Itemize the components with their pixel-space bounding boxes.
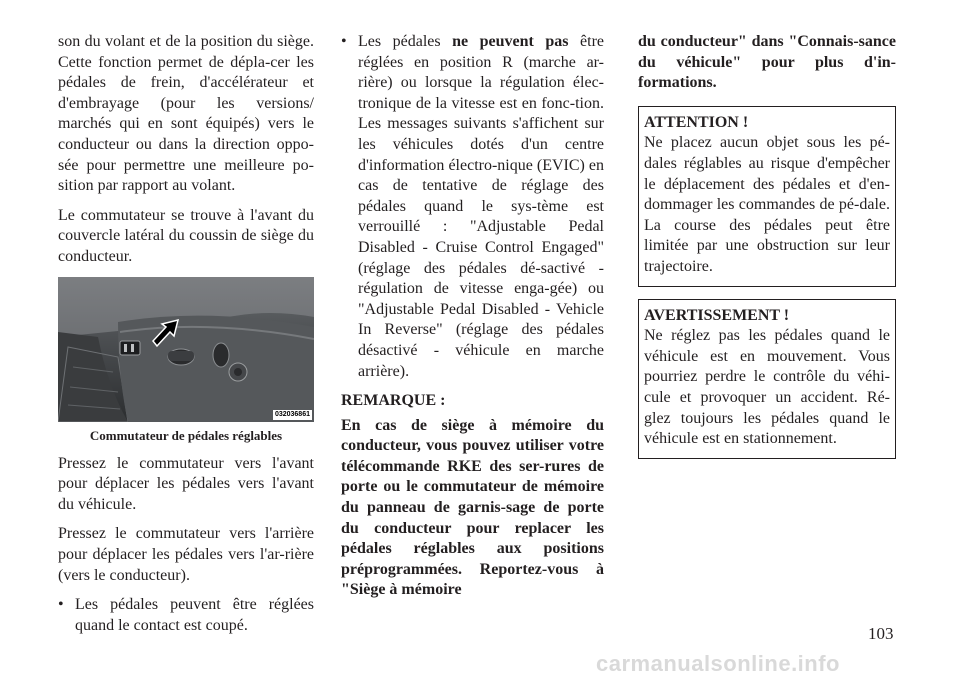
bullet-text-end: être réglées en position R (marche ar-rière) ou lorsque la régulation élec-tronique de la vitesse est en fonc-tion. Les messages suivants s'affichent sur les véhicules dotés d'un centre d'information électro-nique (EVIC) en cas de tentative de réglage des pédales quand le sys-tème est verrouillé : "Adjustable Pedal Disabled - Cruise Control Engaged" (réglage des pédales dé-sactivé - régulation de vitesse enga-gée) ou "Adjustable Pedal Disabled - Vehicle In Reverse" (réglage des pédales désactivé - véhicule en marche arrière). — [358, 33, 604, 380]
attention-box — [638, 106, 896, 287]
column-middle — [341, 32, 604, 610]
paragraph: Pressez le commutateur vers l'avant pour déplacer les pédales vers l'avant du véhicule. — [58, 454, 314, 513]
remarque-heading: REMARQUE : — [341, 392, 446, 410]
attention-text: Ne placez aucun objet sous les pé-dales réglables au risque d'empêcher le déplacement des pédales et d'en-dommager les commandes de pé-dale. La course des pédales peut être limitée par une obstruction sur leur trajectoire. — [644, 134, 890, 275]
remarque-text: En cas de siège à mémoire du conducteur, vous pouvez utiliser votre télécommande RKE des ser-rures de porte ou le commutateur de mémoire du panneau de garnis-sage de porte du conducteur pour replacer les pédales réglables aux positions préprogrammées. Reportez-vous à "Siège à mémoire — [341, 416, 604, 599]
paragraph: son du volant et de la position du siège. Cette fonction permet de dépla-cer les pédales de frein, d'accélérateur et d'embrayage (pour les versions/ marchés qui en sont équipés) vers le conducteur ou dans la direction oppo-sée pour permettre une meilleure po-sition par rapport au volant. — [58, 33, 314, 195]
image-code: 032036861 — [274, 410, 310, 418]
paragraph: Le commutateur se trouve à l'avant du couvercle latéral du coussin de siège du conducteur. — [58, 206, 314, 265]
column-left — [58, 32, 314, 645]
remarque-continuation: du conducteur" dans "Connais-sance du véhicule" pour plus d'in-formations. — [638, 33, 896, 92]
bullet-dot: • — [341, 33, 347, 50]
warning-box — [638, 299, 896, 459]
bullet-text: Les pédales peuvent être réglées quand le contact est coupé. — [75, 596, 314, 634]
seat-switch-illustration — [58, 277, 314, 422]
warning-title: AVERTISSEMENT ! — [644, 306, 790, 324]
page-number: 103 — [868, 624, 894, 643]
watermark: carmanualsonline.info — [596, 651, 840, 676]
warning-text: Ne réglez pas les pédales quand le véhicule est en mouvement. Vous pourriez perdre le contrôle du véhi-cule et provoquer un accident. Ré-glez toujours les pédales quand le véhicule est en stationnement. — [644, 327, 890, 448]
bullet-item — [341, 32, 604, 382]
column-right — [638, 32, 896, 471]
attention-title: ATTENTION ! — [644, 113, 749, 131]
figure-caption: Commutateur de pédales réglables — [89, 427, 283, 443]
paragraph: Pressez le commutateur vers l'arrière pour déplacer les pédales vers l'ar-rière (vers le conducteur). — [58, 525, 314, 584]
bullet-text-start: Les pédales — [358, 33, 453, 50]
seat-switch-photo — [58, 277, 314, 422]
bullet-text-emphasis: ne peuvent pas — [452, 33, 569, 50]
bullet-item — [58, 595, 314, 636]
bullet-dot: • — [58, 596, 64, 614]
